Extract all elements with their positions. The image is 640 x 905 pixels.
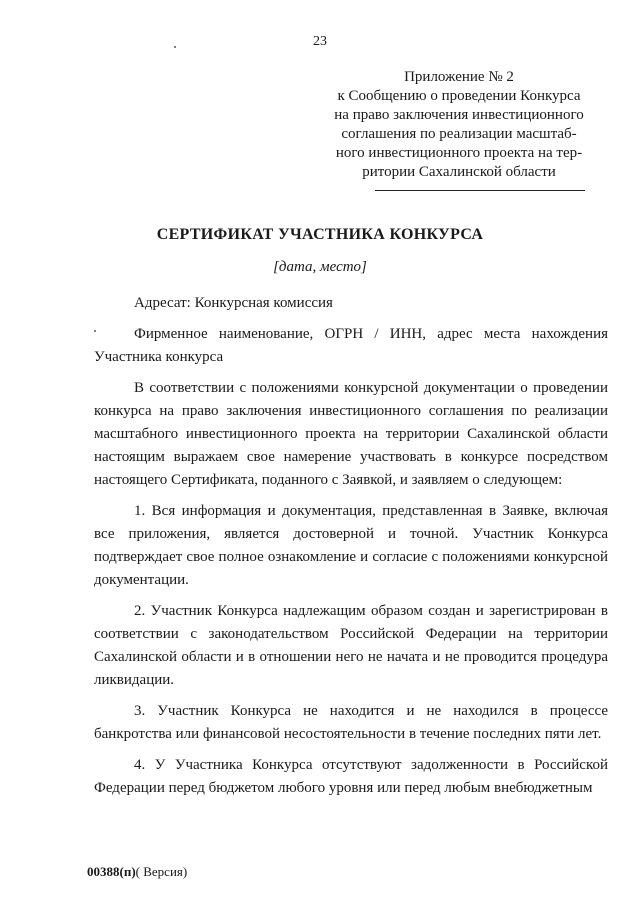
footer-code	[87, 864, 187, 880]
participant-name-paragraph: Фирменное наименование, ОГРН / ИНН, адрес места нахождения Участника конкурса	[94, 326, 608, 365]
date-place: [дата, место]	[273, 259, 367, 275]
clause-1: 1. Вся информация и документация, представленная в Заявке, включая все приложения, является достоверной и точной. Участник Конкурса подтверждает свое полное ознакомление и согласие с положениями конкурсной документации.	[94, 503, 608, 588]
appendix-underline	[375, 190, 585, 191]
appendix-line: соглашения по реализации масштаб-	[341, 126, 577, 142]
addressee-paragraph: Адресат: Конкурсная комиссия	[134, 295, 333, 311]
document-version: ( Версия)	[135, 864, 188, 879]
appendix-line: Приложение № 2	[404, 69, 514, 85]
document-code: 00388(п)	[87, 864, 136, 879]
appendix-line: на право заключения инвестиционного	[334, 107, 584, 123]
appendix-block	[330, 68, 588, 182]
clause-3: 3. Участник Конкурса не находится и не находился в процессе банкротства или финансовой несостоятельности в течение последних пяти лет.	[94, 703, 608, 742]
appendix-line: ритории Сахалинской области	[362, 164, 556, 180]
appendix-line: ного инвестиционного проекта на тер-	[335, 145, 583, 161]
scan-speck	[174, 46, 176, 48]
page-number: 23	[313, 34, 327, 49]
document-title: СЕРТИФИКАТ УЧАСТНИКА КОНКУРСА	[156, 226, 484, 243]
intro-paragraph: В соответствии с положениями конкурсной документации о проведении конкурса на право заключения инвестиционного соглашения по реализации масштабного инвестиционного проекта на территории Сахалинской области настоящим выражаем свое намерение участвовать в конкурсе посредством настоящего Сертификата, поданного с Заявкой, и заявляем о следующем:	[94, 380, 608, 488]
document-body	[94, 292, 608, 808]
scan-speck	[94, 330, 96, 332]
clause-4: 4. У Участника Конкурса отсутствуют задолженности в Российской Федерации перед бюджетом любого уровня или перед любым внебюджетным	[94, 757, 608, 796]
clause-2: 2. Участник Конкурса надлежащим образом создан и зарегистрирован в соответствии с законодательством Российской Федерации на территории Сахалинской области и в отношении него не начата и не проводится процедура ликвидации.	[94, 603, 608, 688]
appendix-line: к Сообщению о проведении Конкурса	[337, 88, 581, 104]
